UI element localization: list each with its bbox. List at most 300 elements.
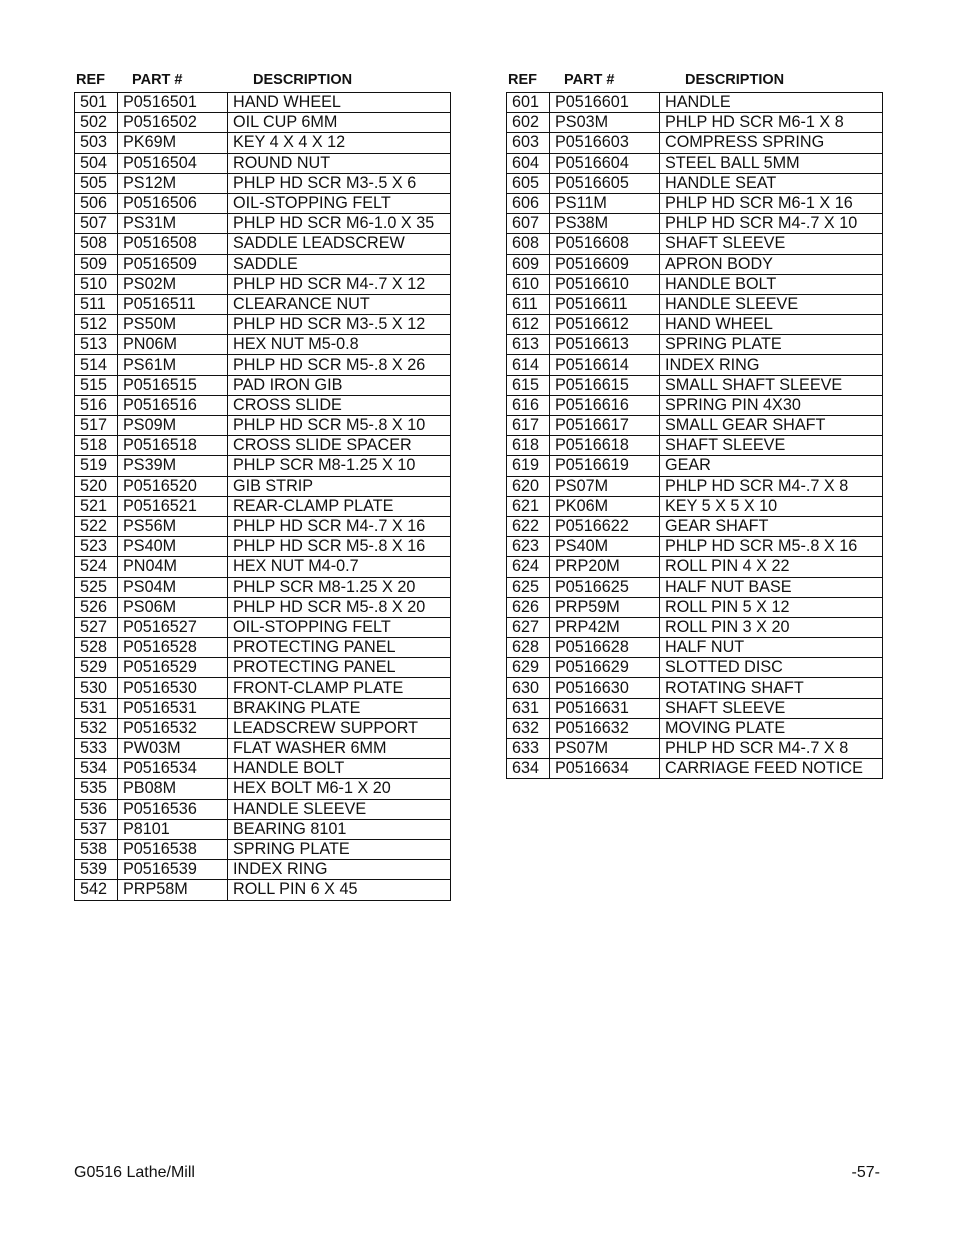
description-cell: PHLP HD SCR M5-.8 X 20: [228, 597, 451, 617]
description-cell: FLAT WASHER 6MM: [228, 739, 451, 759]
part-number-cell: P0516532: [118, 718, 228, 738]
table-row: [507, 456, 883, 476]
part-number-cell: P0516538: [118, 839, 228, 859]
description-cell: REAR-CLAMP PLATE: [228, 496, 451, 516]
description-cell: HAND WHEEL: [228, 93, 451, 113]
ref-cell: 611: [507, 294, 550, 314]
description-cell: PHLP HD SCR M5-.8 X 16: [660, 537, 883, 557]
ref-cell: 518: [75, 436, 118, 456]
description-cell: HANDLE SLEEVE: [660, 294, 883, 314]
part-number-cell: P0516625: [550, 577, 660, 597]
ref-cell: 608: [507, 234, 550, 254]
part-number-cell: PN06M: [118, 335, 228, 355]
table-row: [507, 476, 883, 496]
ref-cell: 527: [75, 617, 118, 637]
table-row: [507, 335, 883, 355]
part-number-cell: PS40M: [118, 537, 228, 557]
table-row: [507, 557, 883, 577]
ref-cell: 610: [507, 274, 550, 294]
part-number-header: PART #: [132, 72, 183, 88]
ref-cell: 601: [507, 93, 550, 113]
table-row: [507, 193, 883, 213]
table-row: [75, 294, 451, 314]
ref-cell: 620: [507, 476, 550, 496]
table-row: [75, 880, 451, 900]
table-row: [75, 476, 451, 496]
part-number-cell: P0516616: [550, 395, 660, 415]
table-row: [75, 436, 451, 456]
ref-cell: 631: [507, 698, 550, 718]
part-number-cell: P0516612: [550, 315, 660, 335]
column-headers: [506, 70, 883, 92]
description-cell: PROTECTING PANEL: [228, 638, 451, 658]
ref-cell: 619: [507, 456, 550, 476]
table-row: [75, 254, 451, 274]
table-row: [507, 93, 883, 113]
table-row: [507, 516, 883, 536]
table-row: [75, 355, 451, 375]
part-number-cell: P0516529: [118, 658, 228, 678]
table-row: [75, 375, 451, 395]
part-number-cell: PN04M: [118, 557, 228, 577]
parts-list-left: [74, 70, 451, 901]
description-cell: CROSS SLIDE SPACER: [228, 436, 451, 456]
table-row: [75, 739, 451, 759]
column-headers: [74, 70, 451, 92]
ref-cell: 534: [75, 759, 118, 779]
table-row: [75, 678, 451, 698]
ref-cell: 538: [75, 839, 118, 859]
part-number-cell: PS31M: [118, 214, 228, 234]
part-number-cell: P0516509: [118, 254, 228, 274]
part-number-cell: P0516528: [118, 638, 228, 658]
table-row: [507, 355, 883, 375]
table-row: [507, 234, 883, 254]
ref-cell: 542: [75, 880, 118, 900]
ref-cell: 507: [75, 214, 118, 234]
table-row: [75, 698, 451, 718]
part-number-cell: PK06M: [550, 496, 660, 516]
table-row: [75, 839, 451, 859]
table-row: [75, 274, 451, 294]
part-number-cell: P0516501: [118, 93, 228, 113]
table-row: [75, 516, 451, 536]
description-cell: HALF NUT BASE: [660, 577, 883, 597]
description-cell: GIB STRIP: [228, 476, 451, 496]
part-number-header: PART #: [564, 72, 615, 88]
part-number-cell: P0516527: [118, 617, 228, 637]
ref-cell: 502: [75, 113, 118, 133]
part-number-cell: P0516504: [118, 153, 228, 173]
ref-cell: 616: [507, 395, 550, 415]
ref-header: REF: [508, 72, 537, 88]
table-row: [507, 617, 883, 637]
ref-cell: 617: [507, 416, 550, 436]
description-cell: HEX NUT M4-0.7: [228, 557, 451, 577]
part-number-cell: P0516622: [550, 516, 660, 536]
table-row: [507, 133, 883, 153]
ref-cell: 505: [75, 173, 118, 193]
part-number-cell: P8101: [118, 819, 228, 839]
part-number-cell: PRP59M: [550, 597, 660, 617]
footer-page-number: -57-: [851, 1164, 880, 1181]
description-cell: SHAFT SLEEVE: [660, 234, 883, 254]
table-row: [507, 113, 883, 133]
part-number-cell: PS07M: [550, 739, 660, 759]
description-cell: ROUND NUT: [228, 153, 451, 173]
part-number-cell: PS61M: [118, 355, 228, 375]
description-cell: SMALL GEAR SHAFT: [660, 416, 883, 436]
ref-cell: 621: [507, 496, 550, 516]
ref-cell: 508: [75, 234, 118, 254]
description-cell: PHLP SCR M8-1.25 X 10: [228, 456, 451, 476]
description-cell: ROLL PIN 4 X 22: [660, 557, 883, 577]
description-cell: LEADSCREW SUPPORT: [228, 718, 451, 738]
parts-table: [74, 92, 451, 901]
description-cell: KEY 5 X 5 X 10: [660, 496, 883, 516]
part-number-cell: P0516539: [118, 860, 228, 880]
part-number-cell: PS03M: [550, 113, 660, 133]
table-row: [75, 577, 451, 597]
parts-list-right: [506, 70, 883, 779]
table-row: [507, 375, 883, 395]
part-number-cell: P0516618: [550, 436, 660, 456]
ref-cell: 634: [507, 759, 550, 779]
part-number-cell: P0516536: [118, 799, 228, 819]
description-cell: HEX BOLT M6-1 X 20: [228, 779, 451, 799]
description-cell: STEEL BALL 5MM: [660, 153, 883, 173]
part-number-cell: PS02M: [118, 274, 228, 294]
table-row: [75, 557, 451, 577]
part-number-cell: P0516611: [550, 294, 660, 314]
ref-cell: 626: [507, 597, 550, 617]
table-row: [75, 416, 451, 436]
table-row: [75, 819, 451, 839]
description-cell: CROSS SLIDE: [228, 395, 451, 415]
part-number-cell: P0516619: [550, 456, 660, 476]
description-cell: INDEX RING: [660, 355, 883, 375]
table-row: [75, 718, 451, 738]
part-number-cell: P0516614: [550, 355, 660, 375]
part-number-cell: P0516617: [550, 416, 660, 436]
part-number-cell: P0516506: [118, 193, 228, 213]
description-cell: PHLP HD SCR M5-.8 X 16: [228, 537, 451, 557]
table-row: [507, 698, 883, 718]
table-row: [507, 537, 883, 557]
table-row: [75, 456, 451, 476]
table-row: [507, 597, 883, 617]
part-number-cell: P0516515: [118, 375, 228, 395]
part-number-cell: P0516608: [550, 234, 660, 254]
part-number-cell: PRP20M: [550, 557, 660, 577]
description-cell: PHLP HD SCR M5-.8 X 10: [228, 416, 451, 436]
description-cell: PHLP HD SCR M6-1 X 16: [660, 193, 883, 213]
ref-cell: 607: [507, 214, 550, 234]
table-row: [507, 739, 883, 759]
part-number-cell: P0516516: [118, 395, 228, 415]
table-row: [75, 133, 451, 153]
table-row: [75, 496, 451, 516]
ref-cell: 506: [75, 193, 118, 213]
ref-cell: 524: [75, 557, 118, 577]
ref-cell: 625: [507, 577, 550, 597]
ref-cell: 629: [507, 658, 550, 678]
description-cell: FRONT-CLAMP PLATE: [228, 678, 451, 698]
ref-cell: 535: [75, 779, 118, 799]
description-cell: PHLP HD SCR M3-.5 X 12: [228, 315, 451, 335]
part-number-cell: PK69M: [118, 133, 228, 153]
description-cell: ROLL PIN 6 X 45: [228, 880, 451, 900]
ref-cell: 602: [507, 113, 550, 133]
part-number-cell: PW03M: [118, 739, 228, 759]
table-row: [75, 93, 451, 113]
description-cell: OIL CUP 6MM: [228, 113, 451, 133]
description-cell: PHLP HD SCR M5-.8 X 26: [228, 355, 451, 375]
table-row: [75, 638, 451, 658]
part-number-cell: P0516603: [550, 133, 660, 153]
description-cell: COMPRESS SPRING: [660, 133, 883, 153]
part-number-cell: P0516521: [118, 496, 228, 516]
part-number-cell: PB08M: [118, 779, 228, 799]
part-number-cell: P0516632: [550, 718, 660, 738]
description-cell: SPRING PLATE: [228, 839, 451, 859]
ref-cell: 630: [507, 678, 550, 698]
description-cell: HANDLE BOLT: [660, 274, 883, 294]
part-number-cell: P0516508: [118, 234, 228, 254]
table-row: [507, 759, 883, 779]
description-cell: SLOTTED DISC: [660, 658, 883, 678]
table-row: [507, 153, 883, 173]
description-cell: INDEX RING: [228, 860, 451, 880]
part-number-cell: P0516630: [550, 678, 660, 698]
ref-cell: 522: [75, 516, 118, 536]
table-row: [507, 638, 883, 658]
table-row: [507, 214, 883, 234]
table-row: [75, 153, 451, 173]
part-number-cell: P0516604: [550, 153, 660, 173]
part-number-cell: P0516601: [550, 93, 660, 113]
description-cell: SPRING PLATE: [660, 335, 883, 355]
ref-cell: 520: [75, 476, 118, 496]
ref-cell: 529: [75, 658, 118, 678]
ref-cell: 606: [507, 193, 550, 213]
ref-cell: 516: [75, 395, 118, 415]
ref-cell: 605: [507, 173, 550, 193]
description-cell: SHAFT SLEEVE: [660, 698, 883, 718]
table-row: [75, 214, 451, 234]
table-row: [75, 537, 451, 557]
ref-cell: 517: [75, 416, 118, 436]
description-cell: SHAFT SLEEVE: [660, 436, 883, 456]
description-cell: PHLP HD SCR M4-.7 X 8: [660, 476, 883, 496]
ref-cell: 537: [75, 819, 118, 839]
part-number-cell: PS39M: [118, 456, 228, 476]
table-row: [75, 759, 451, 779]
ref-cell: 523: [75, 537, 118, 557]
table-row: [75, 658, 451, 678]
part-number-cell: P0516520: [118, 476, 228, 496]
part-number-cell: P0516629: [550, 658, 660, 678]
ref-cell: 501: [75, 93, 118, 113]
description-cell: CLEARANCE NUT: [228, 294, 451, 314]
table-row: [75, 779, 451, 799]
description-cell: SADDLE: [228, 254, 451, 274]
ref-cell: 624: [507, 557, 550, 577]
table-row: [75, 173, 451, 193]
ref-cell: 519: [75, 456, 118, 476]
description-cell: KEY 4 X 4 X 12: [228, 133, 451, 153]
part-number-cell: PS50M: [118, 315, 228, 335]
description-cell: PHLP HD SCR M4-.7 X 8: [660, 739, 883, 759]
part-number-cell: PS56M: [118, 516, 228, 536]
part-number-cell: PS38M: [550, 214, 660, 234]
ref-cell: 603: [507, 133, 550, 153]
ref-header: REF: [76, 72, 105, 88]
table-row: [75, 799, 451, 819]
part-number-cell: PS04M: [118, 577, 228, 597]
table-row: [507, 577, 883, 597]
description-cell: CARRIAGE FEED NOTICE: [660, 759, 883, 779]
part-number-cell: PS40M: [550, 537, 660, 557]
description-cell: GEAR: [660, 456, 883, 476]
table-row: [75, 234, 451, 254]
ref-cell: 514: [75, 355, 118, 375]
table-row: [75, 113, 451, 133]
description-cell: HEX NUT M5-0.8: [228, 335, 451, 355]
table-row: [507, 254, 883, 274]
ref-cell: 614: [507, 355, 550, 375]
part-number-cell: PS11M: [550, 193, 660, 213]
ref-cell: 530: [75, 678, 118, 698]
ref-cell: 633: [507, 739, 550, 759]
description-cell: ROTATING SHAFT: [660, 678, 883, 698]
part-number-cell: PS12M: [118, 173, 228, 193]
ref-cell: 526: [75, 597, 118, 617]
description-cell: PHLP HD SCR M6-1.0 X 35: [228, 214, 451, 234]
description-cell: HAND WHEEL: [660, 315, 883, 335]
ref-cell: 521: [75, 496, 118, 516]
table-row: [507, 294, 883, 314]
part-number-cell: P0516634: [550, 759, 660, 779]
table-row: [507, 315, 883, 335]
part-number-cell: PRP58M: [118, 880, 228, 900]
ref-cell: 536: [75, 799, 118, 819]
ref-cell: 513: [75, 335, 118, 355]
ref-cell: 539: [75, 860, 118, 880]
table-row: [507, 658, 883, 678]
part-number-cell: P0516628: [550, 638, 660, 658]
parts-table: [506, 92, 883, 779]
table-row: [507, 436, 883, 456]
table-row: [75, 315, 451, 335]
description-cell: SADDLE LEADSCREW: [228, 234, 451, 254]
description-cell: PHLP HD SCR M4-.7 X 16: [228, 516, 451, 536]
description-cell: PAD IRON GIB: [228, 375, 451, 395]
table-row: [75, 860, 451, 880]
table-row: [507, 395, 883, 415]
table-row: [75, 395, 451, 415]
description-cell: APRON BODY: [660, 254, 883, 274]
description-cell: PHLP HD SCR M4-.7 X 10: [660, 214, 883, 234]
part-number-cell: P0516530: [118, 678, 228, 698]
ref-cell: 609: [507, 254, 550, 274]
part-number-cell: PS09M: [118, 416, 228, 436]
ref-cell: 632: [507, 718, 550, 738]
description-cell: OIL-STOPPING FELT: [228, 617, 451, 637]
description-header: DESCRIPTION: [253, 72, 353, 88]
part-number-cell: PRP42M: [550, 617, 660, 637]
ref-cell: 627: [507, 617, 550, 637]
ref-cell: 622: [507, 516, 550, 536]
table-row: [75, 597, 451, 617]
part-number-cell: P0516613: [550, 335, 660, 355]
table-row: [507, 173, 883, 193]
description-cell: OIL-STOPPING FELT: [228, 193, 451, 213]
ref-cell: 531: [75, 698, 118, 718]
description-cell: HANDLE: [660, 93, 883, 113]
ref-cell: 511: [75, 294, 118, 314]
ref-cell: 515: [75, 375, 118, 395]
table-row: [75, 335, 451, 355]
ref-cell: 618: [507, 436, 550, 456]
ref-cell: 623: [507, 537, 550, 557]
table-row: [507, 274, 883, 294]
part-number-cell: PS06M: [118, 597, 228, 617]
footer-model-name: G0516 Lathe/Mill: [74, 1164, 195, 1181]
description-cell: ROLL PIN 3 X 20: [660, 617, 883, 637]
description-cell: PHLP SCR M8-1.25 X 20: [228, 577, 451, 597]
description-cell: BRAKING PLATE: [228, 698, 451, 718]
ref-cell: 512: [75, 315, 118, 335]
table-row: [507, 416, 883, 436]
description-cell: HANDLE BOLT: [228, 759, 451, 779]
description-cell: PROTECTING PANEL: [228, 658, 451, 678]
part-number-cell: P0516511: [118, 294, 228, 314]
ref-cell: 504: [75, 153, 118, 173]
description-cell: GEAR SHAFT: [660, 516, 883, 536]
part-number-cell: PS07M: [550, 476, 660, 496]
table-row: [507, 718, 883, 738]
table-row: [507, 496, 883, 516]
ref-cell: 510: [75, 274, 118, 294]
part-number-cell: P0516609: [550, 254, 660, 274]
part-number-cell: P0516605: [550, 173, 660, 193]
ref-cell: 509: [75, 254, 118, 274]
part-number-cell: P0516615: [550, 375, 660, 395]
ref-cell: 528: [75, 638, 118, 658]
table-row: [75, 193, 451, 213]
ref-cell: 612: [507, 315, 550, 335]
description-cell: ROLL PIN 5 X 12: [660, 597, 883, 617]
description-cell: SPRING PIN 4X30: [660, 395, 883, 415]
description-header: DESCRIPTION: [685, 72, 785, 88]
ref-cell: 615: [507, 375, 550, 395]
ref-cell: 532: [75, 718, 118, 738]
part-number-cell: P0516610: [550, 274, 660, 294]
table-row: [507, 678, 883, 698]
part-number-cell: P0516534: [118, 759, 228, 779]
ref-cell: 533: [75, 739, 118, 759]
description-cell: HANDLE SLEEVE: [228, 799, 451, 819]
description-cell: MOVING PLATE: [660, 718, 883, 738]
description-cell: HALF NUT: [660, 638, 883, 658]
description-cell: SMALL SHAFT SLEEVE: [660, 375, 883, 395]
ref-cell: 604: [507, 153, 550, 173]
description-cell: HANDLE SEAT: [660, 173, 883, 193]
ref-cell: 628: [507, 638, 550, 658]
part-number-cell: P0516502: [118, 113, 228, 133]
ref-cell: 613: [507, 335, 550, 355]
